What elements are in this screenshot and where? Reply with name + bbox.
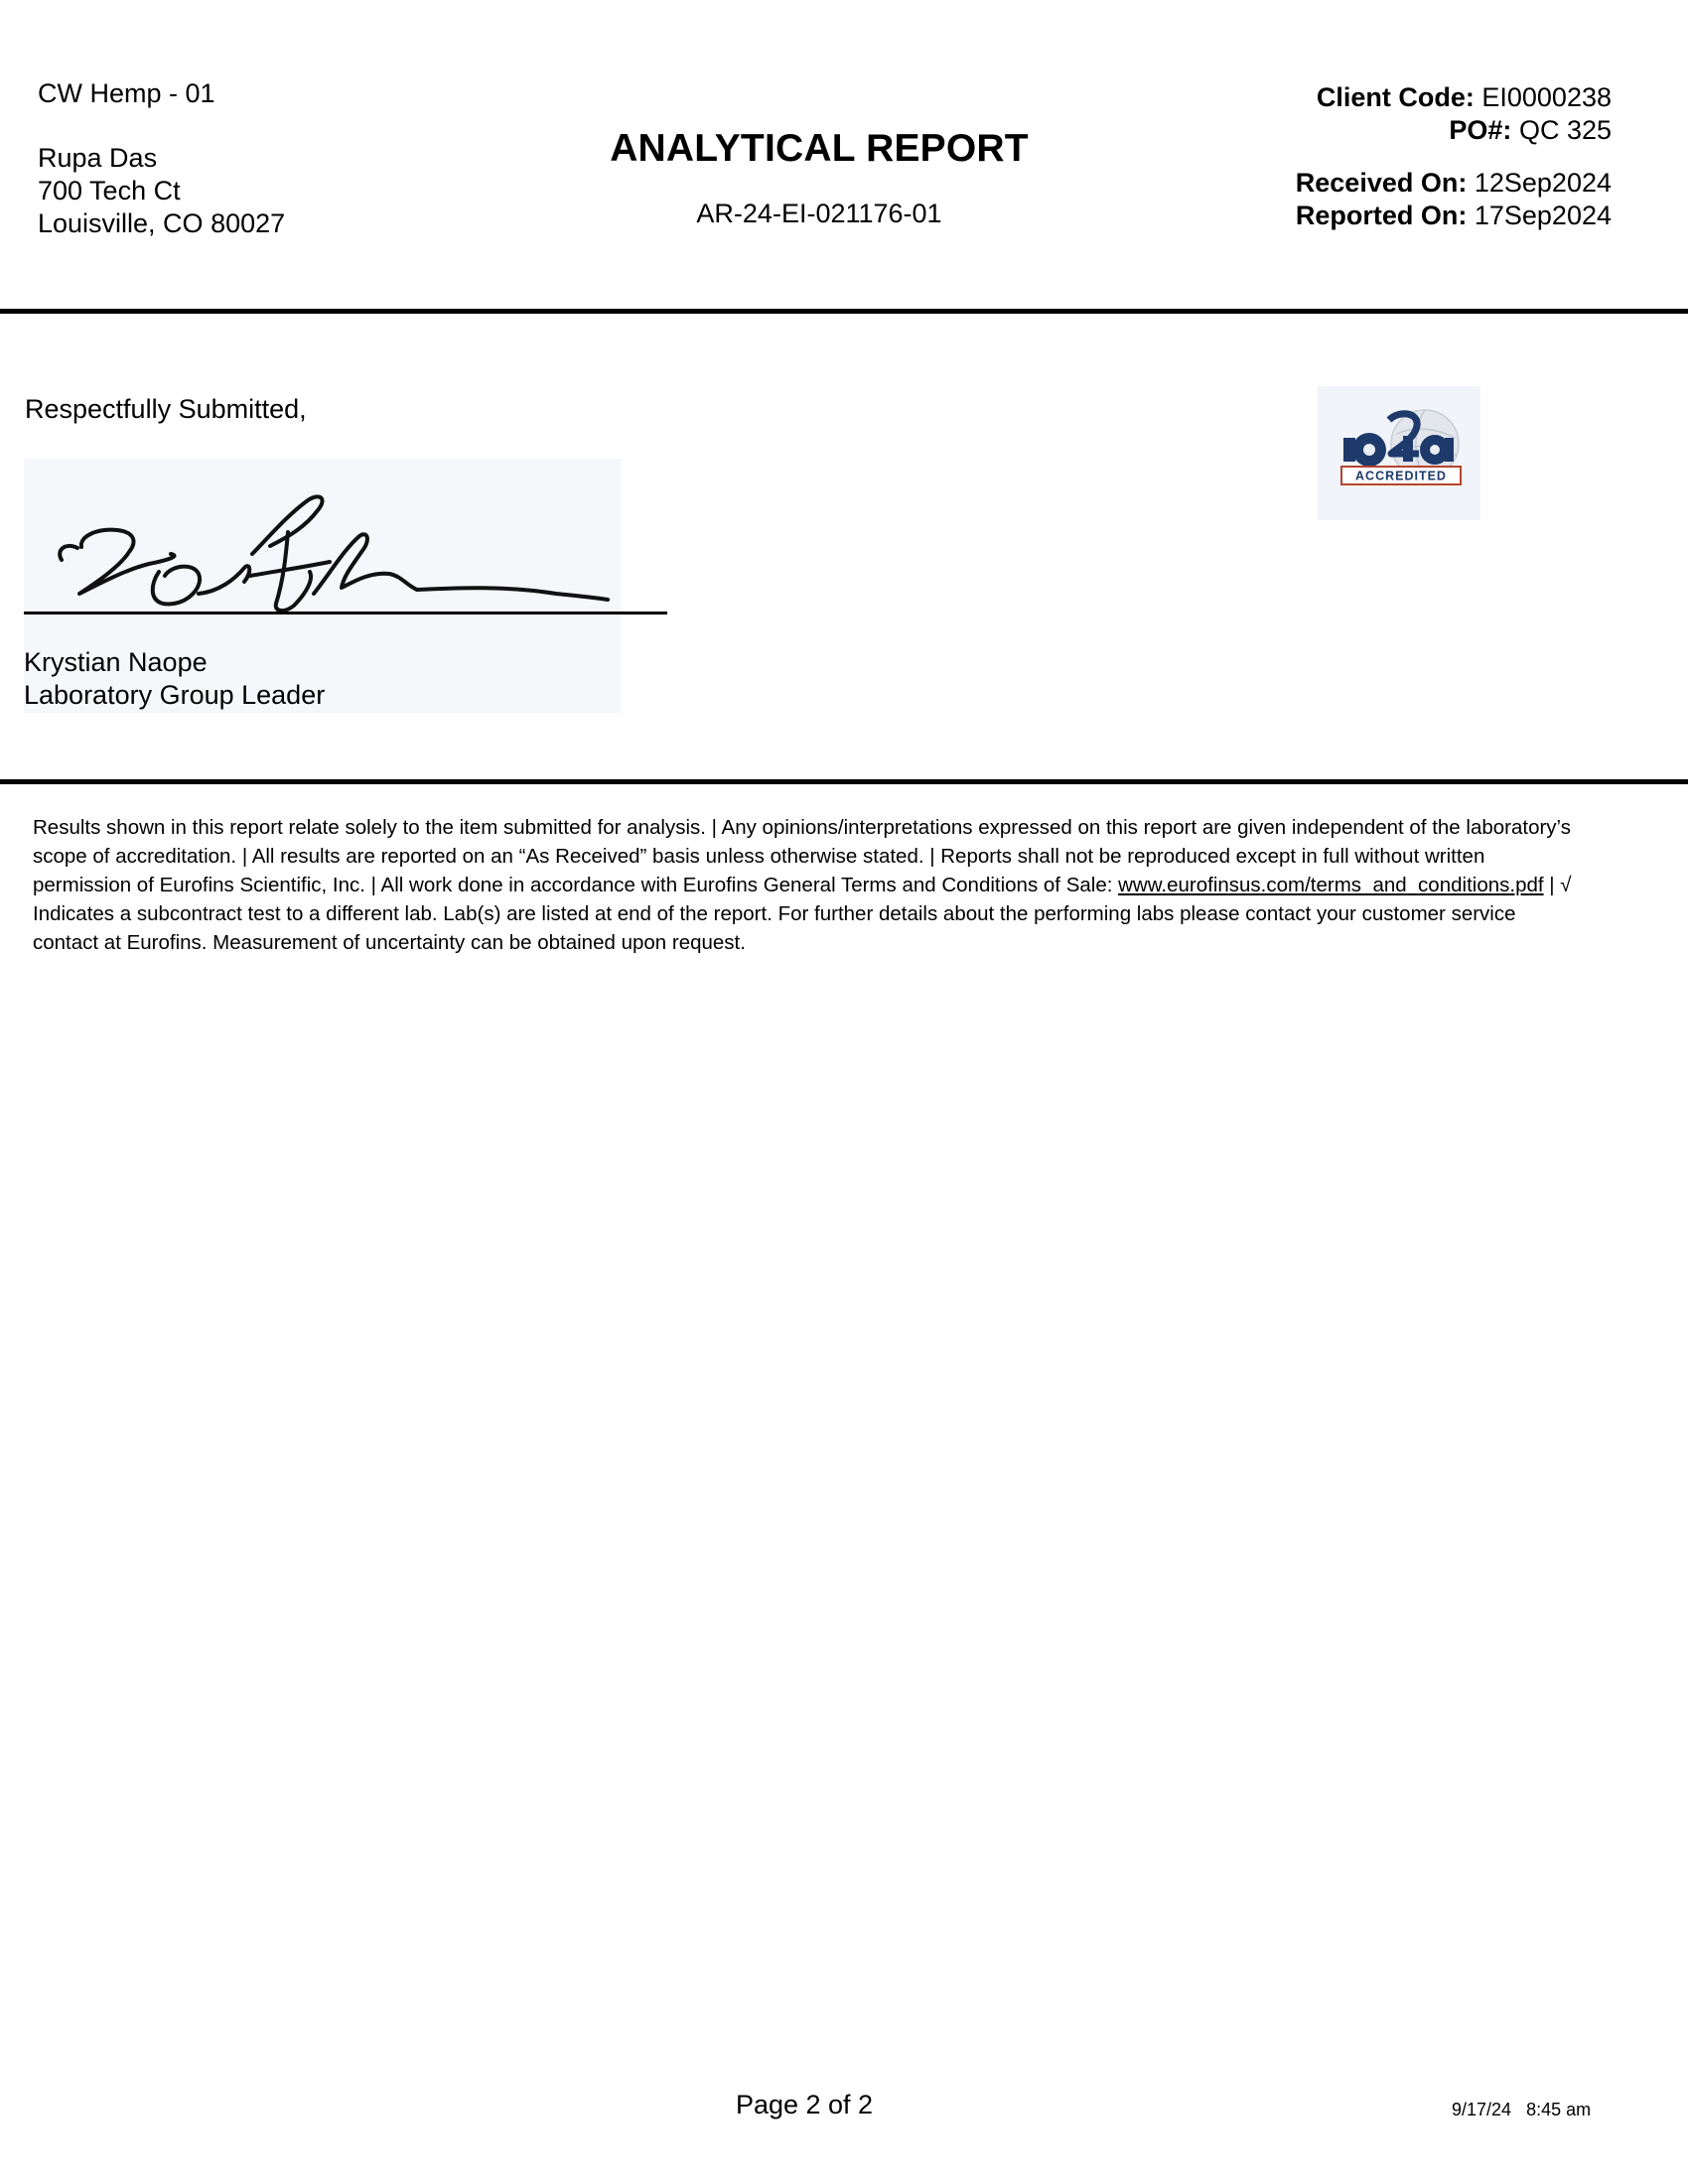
a2la-logo-icon xyxy=(1318,386,1480,520)
client-code-label: Client Code: xyxy=(1316,82,1475,112)
client-code-value: EI0000238 xyxy=(1481,82,1612,112)
report-number: AR-24-EI-021176-01 xyxy=(696,199,942,228)
disclaimer-paragraph xyxy=(33,813,1582,957)
handwritten-signature xyxy=(40,477,616,625)
address-line-1: 700 Tech Ct xyxy=(38,176,181,205)
received-on-row xyxy=(1296,167,1612,200)
client-address-block xyxy=(38,77,285,240)
header-divider xyxy=(0,309,1688,314)
a2la-badge-label: ACCREDITED xyxy=(1355,469,1447,483)
printed-date: 9/17/24 xyxy=(1452,2100,1512,2119)
report-title: ANALYTICAL REPORT xyxy=(610,127,1029,170)
po-row xyxy=(1296,114,1612,147)
signer-name: Krystian Naope xyxy=(24,647,208,677)
reported-on-label: Reported On: xyxy=(1295,201,1468,230)
signer-block xyxy=(24,646,325,712)
a2la-accredited-logo xyxy=(1318,386,1480,520)
submitted-intro: Respectfully Submitted, xyxy=(25,394,307,424)
printed-timestamp xyxy=(1452,2100,1591,2120)
printed-time: 8:45 am xyxy=(1526,2100,1592,2119)
reported-on-value: 17Sep2024 xyxy=(1474,201,1612,230)
report-meta-block xyxy=(1296,81,1612,232)
received-on-label: Received On: xyxy=(1295,168,1468,198)
terms-and-conditions-link[interactable]: www.eurofinsus.com/terms_and_conditions.pdf xyxy=(1118,874,1544,896)
po-label: PO#: xyxy=(1449,115,1512,145)
client-code-row xyxy=(1296,81,1612,114)
page-number: Page 2 of 2 xyxy=(735,2090,874,2119)
section-divider xyxy=(0,779,1688,784)
disclaimer-text-start: Results shown in this report relate solely to the item submitted for analysis. | Any opinions/interpretations expressed on this report are given independent of the laboratory’s scope of accreditation. | All results are reported on an “As Received” basis unless otherwise stated. | Reports shall not be reproduced except in full without written permission of Eurofins Scientific, Inc. | All work done in accordance with Eurofins General Terms and Conditions of Sale: xyxy=(33,816,1571,896)
signature-line xyxy=(24,612,667,614)
address-line-2: Louisville, CO 80027 xyxy=(38,208,286,238)
report-title-block xyxy=(536,127,1102,229)
contact-name: Rupa Das xyxy=(38,143,158,173)
po-value: QC 325 xyxy=(1518,115,1612,145)
sample-name: CW Hemp - 01 xyxy=(38,78,215,108)
signer-title: Laboratory Group Leader xyxy=(24,680,326,710)
reported-on-row xyxy=(1296,200,1612,232)
received-on-value: 12Sep2024 xyxy=(1474,168,1612,198)
disclaimer-text-end: | √ Indicates a subcontract test to a different lab. Lab(s) are listed at end of the report. For further details about the performing labs please contact your customer service contact at Eurofins. Measurement of uncertainty can be obtained upon request. xyxy=(33,874,1572,954)
